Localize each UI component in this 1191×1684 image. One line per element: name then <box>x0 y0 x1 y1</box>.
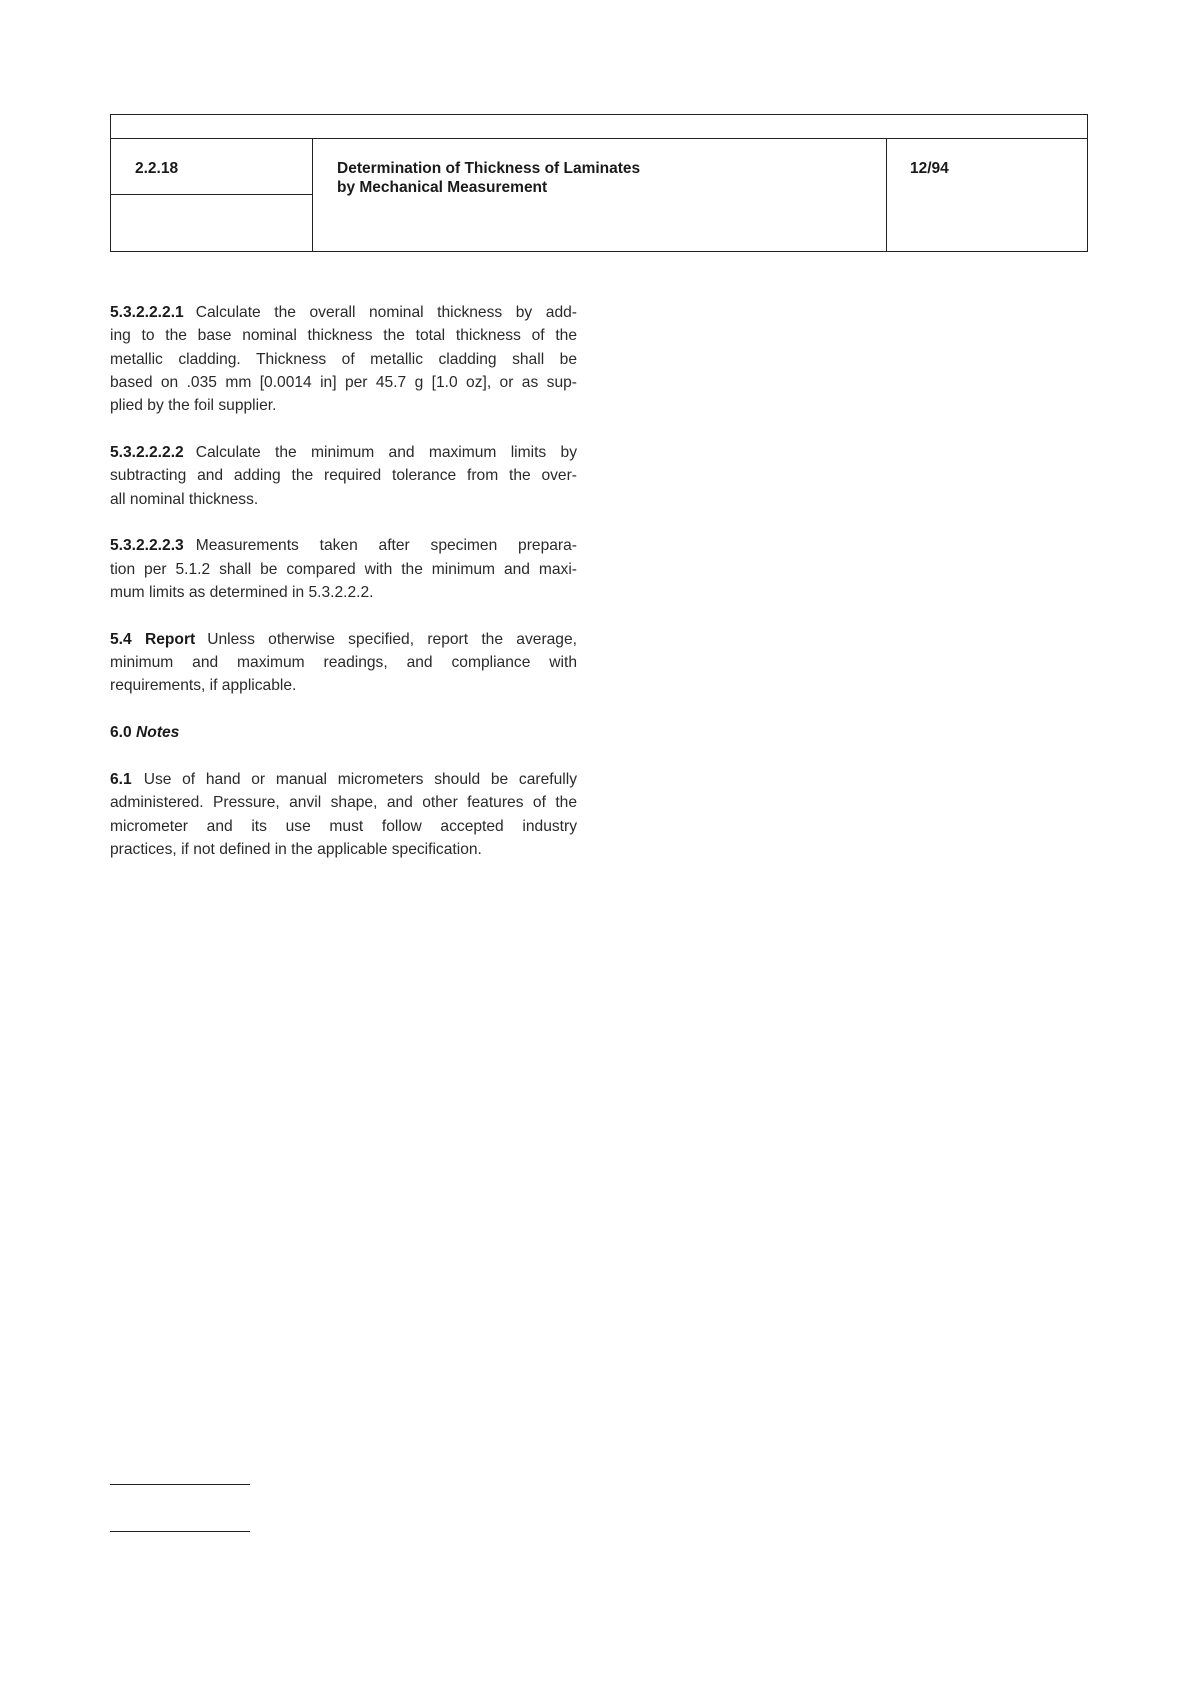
section-heading-label: Notes <box>136 724 180 742</box>
header-date-cell <box>887 139 1087 251</box>
document-title-line-1: Determination of Thickness of Laminates <box>337 160 641 177</box>
paragraph-5-3-2-2-2-1 <box>110 301 577 417</box>
footnote-divider <box>110 1484 250 1485</box>
paragraph-line: requirements, if applicable. <box>110 677 297 695</box>
paragraph-5-3-2-2-2-3 <box>110 534 577 604</box>
paragraph-line: administered. Pressure, anvil shape, and other features of the <box>110 794 577 812</box>
section-number: 5.4 Report <box>110 630 196 648</box>
paragraph-line <box>110 768 577 791</box>
paragraph-line <box>110 534 577 557</box>
section-number: 5.3.2.2.2.3 <box>110 537 184 555</box>
paragraph-line: all nominal thickness. <box>110 490 259 508</box>
paragraph-text: Calculate the minimum and maximum limits by <box>195 443 577 461</box>
paragraph-line: micrometer and its use must follow accepted industry <box>110 817 577 835</box>
document-header <box>110 114 1088 252</box>
revision-date: 12/94 <box>910 160 949 177</box>
paragraph-line: mum limits as determined in 5.3.2.2.2. <box>110 583 374 601</box>
document-title <box>337 159 877 197</box>
document-body <box>110 301 577 885</box>
section-number: 5.3.2.2.2.2 <box>110 443 184 461</box>
paragraph-line: ing to the base nominal thickness the total thickness of the <box>110 327 577 345</box>
paragraph-line: minimum and maximum readings, and compliance with <box>110 654 577 672</box>
section-number: 6.1 <box>110 770 132 788</box>
paragraph-line: metallic cladding. Thickness of metallic cladding shall be <box>110 350 577 368</box>
section-number: 6.0 <box>110 724 132 742</box>
header-top-strip <box>111 115 1087 139</box>
header-title-cell <box>313 139 887 251</box>
paragraph-text: Use of hand or manual micrometers should be carefully <box>143 770 577 788</box>
paragraph-line <box>110 628 577 651</box>
paragraph-line: tion per 5.1.2 shall be compared with the minimum and maxi- <box>110 560 577 578</box>
document-title-line-2: by Mechanical Measurement <box>337 179 548 196</box>
header-number-cell <box>111 139 313 251</box>
paragraph-line <box>110 441 577 464</box>
paragraph-6-1 <box>110 768 577 861</box>
paragraph-text: Measurements taken after specimen prepara- <box>195 537 577 555</box>
paragraph-line: subtracting and adding the required tolerance from the over- <box>110 467 577 485</box>
section-heading-notes <box>110 721 577 744</box>
paragraph-text: Calculate the overall nominal thickness by add- <box>195 304 577 321</box>
paragraph-line: practices, if not defined in the applicable specification. <box>110 840 482 858</box>
paragraph-text: Unless otherwise specified, report the average, <box>207 630 577 648</box>
paragraph-5-3-2-2-2-2 <box>110 441 577 511</box>
header-number-box <box>111 139 312 195</box>
paragraph-5-4-report <box>110 628 577 698</box>
test-method-number: 2.2.18 <box>135 160 179 177</box>
footnote-divider <box>110 1531 250 1532</box>
paragraph-line: plied by the foil supplier. <box>110 397 277 415</box>
section-number: 5.3.2.2.2.1 <box>110 304 184 321</box>
paragraph-line <box>110 301 577 324</box>
paragraph-line: based on .035 mm [0.0014 in] per 45.7 g [1.0 oz], or as sup- <box>110 373 577 391</box>
